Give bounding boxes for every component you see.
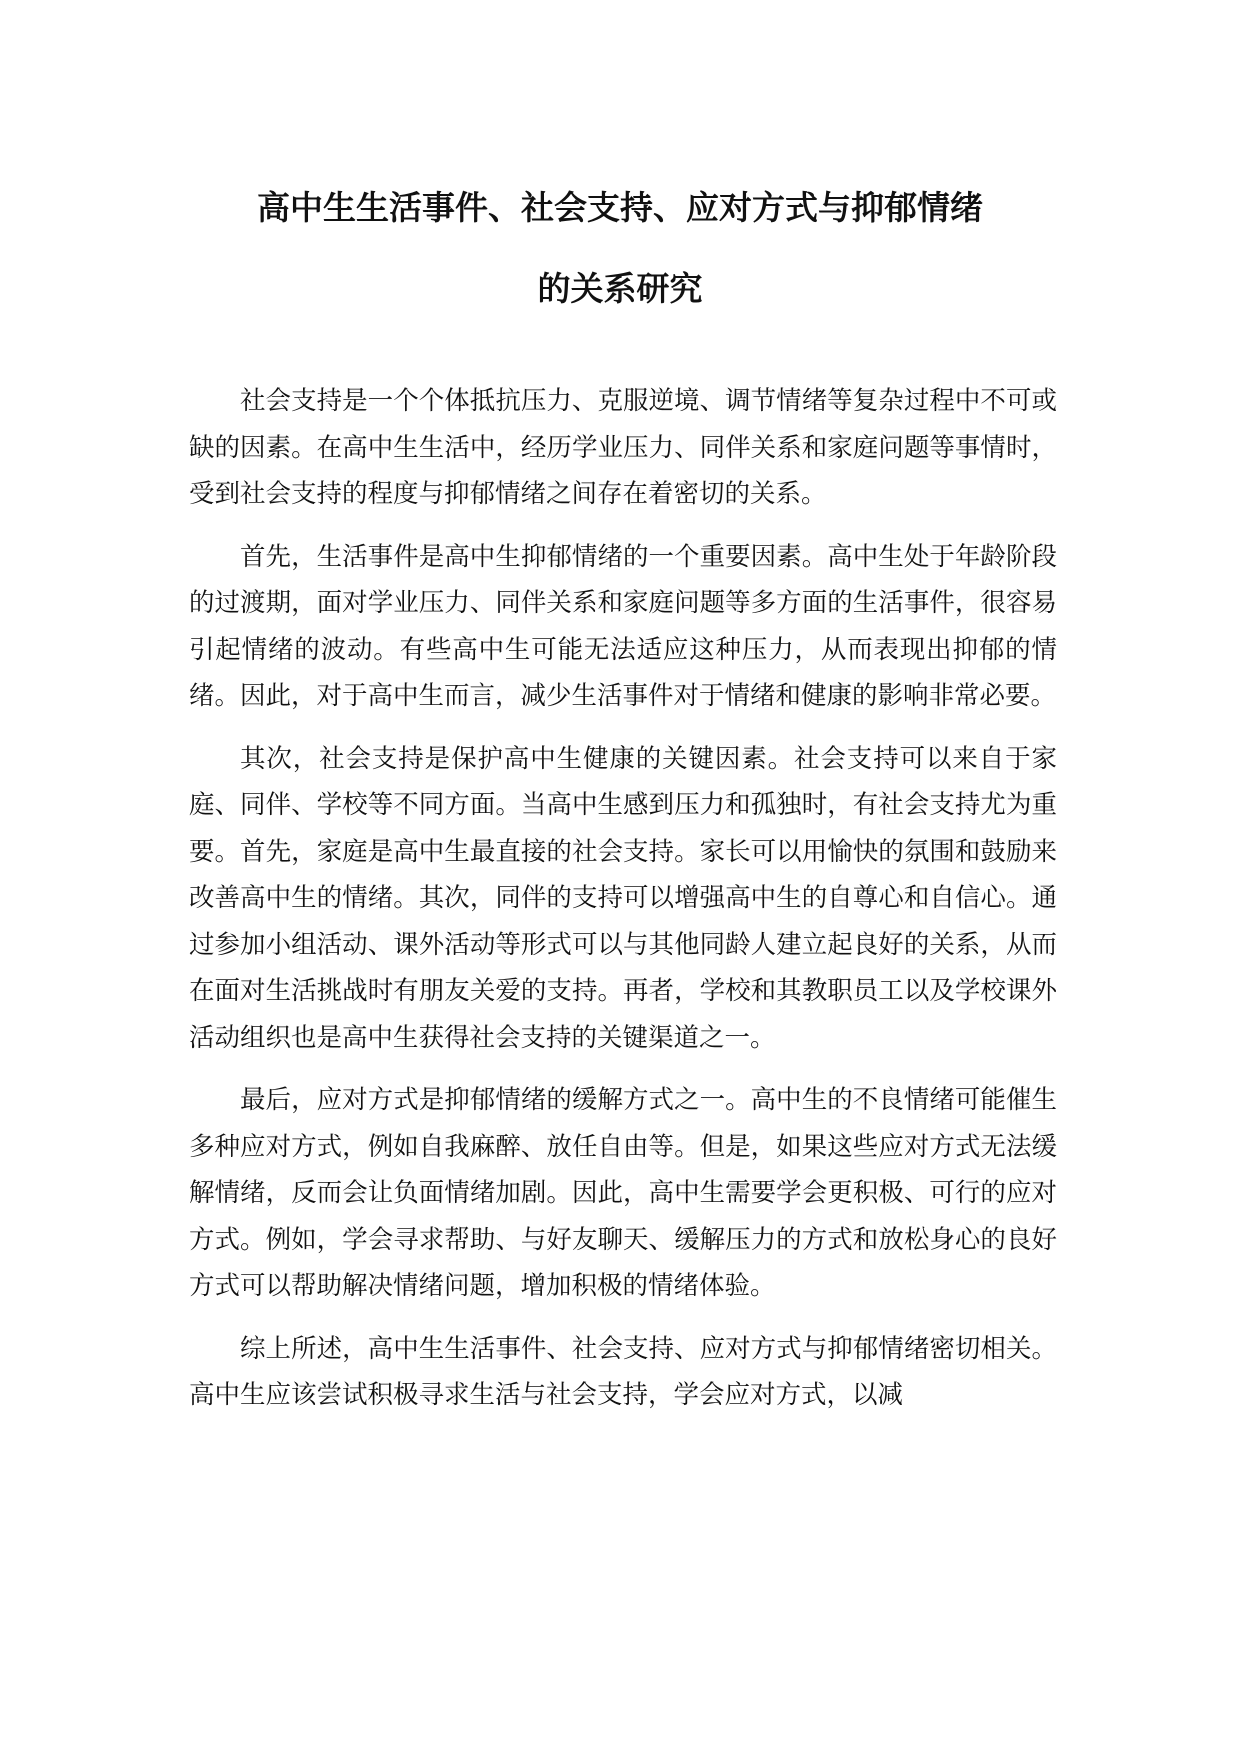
paragraph-4: 最后，应对方式是抑郁情绪的缓解方式之一。高中生的不良情绪可能催生多种应对方式，例如自我麻醉、放任自由等。但是，如果这些应对方式无法缓解情绪，反而会让负面情绪加剧。因此，高中生需要学会更积极、可行的应对方式。例如，学会寻求帮助、与好友聊天、缓解压力的方式和放松身心的良好方式可以帮助解决情绪问题，增加积极的情绪体验。 — [189, 1085, 1057, 1301]
document-body — [189, 378, 1057, 1435]
paragraph-1: 社会支持是一个个体抵抗压力、克服逆境、调节情绪等复杂过程中不可或缺的因素。在高中生生活中，经历学业压力、同伴关系和家庭问题等事情时，受到社会支持的程度与抑郁情绪之间存在着密切的关系。 — [189, 386, 1057, 509]
paragraph-2: 首先，生活事件是高中生抑郁情绪的一个重要因素。高中生处于年龄阶段的过渡期，面对学业压力、同伴关系和家庭问题等多方面的生活事件，很容易引起情绪的波动。有些高中生可能无法适应这种压力，从而表现出抑郁的情绪。因此，对于高中生而言，减少生活事件对于情绪和健康的影响非常必要。 — [189, 541, 1057, 711]
document-title-line-2: 的关系研究 — [537, 269, 703, 308]
document-title-line-1: 高中生生活事件、社会支持、应对方式与抑郁情绪 — [257, 188, 983, 227]
paragraph-3: 其次，社会支持是保护高中生健康的关键因素。社会支持可以来自于家庭、同伴、学校等不同方面。当高中生感到压力和孤独时，有社会支持尤为重要。首先，家庭是高中生最直接的社会支持。家长可以用愉快的氛围和鼓励来改善高中生的情绪。其次，同伴的支持可以增强高中生的自尊心和自信心。通过参加小组活动、课外活动等形式可以与其他同龄人建立起良好的关系，从而在面对生活挑战时有朋友关爱的支持。再者，学校和其教职员工以及学校课外活动组织也是高中生获得社会支持的关键渠道之一。 — [189, 743, 1057, 1053]
paragraph-5: 综上所述，高中生生活事件、社会支持、应对方式与抑郁情绪密切相关。高中生应该尝试积极寻求生活与社会支持，学会应对方式，以减 — [189, 1333, 1057, 1410]
